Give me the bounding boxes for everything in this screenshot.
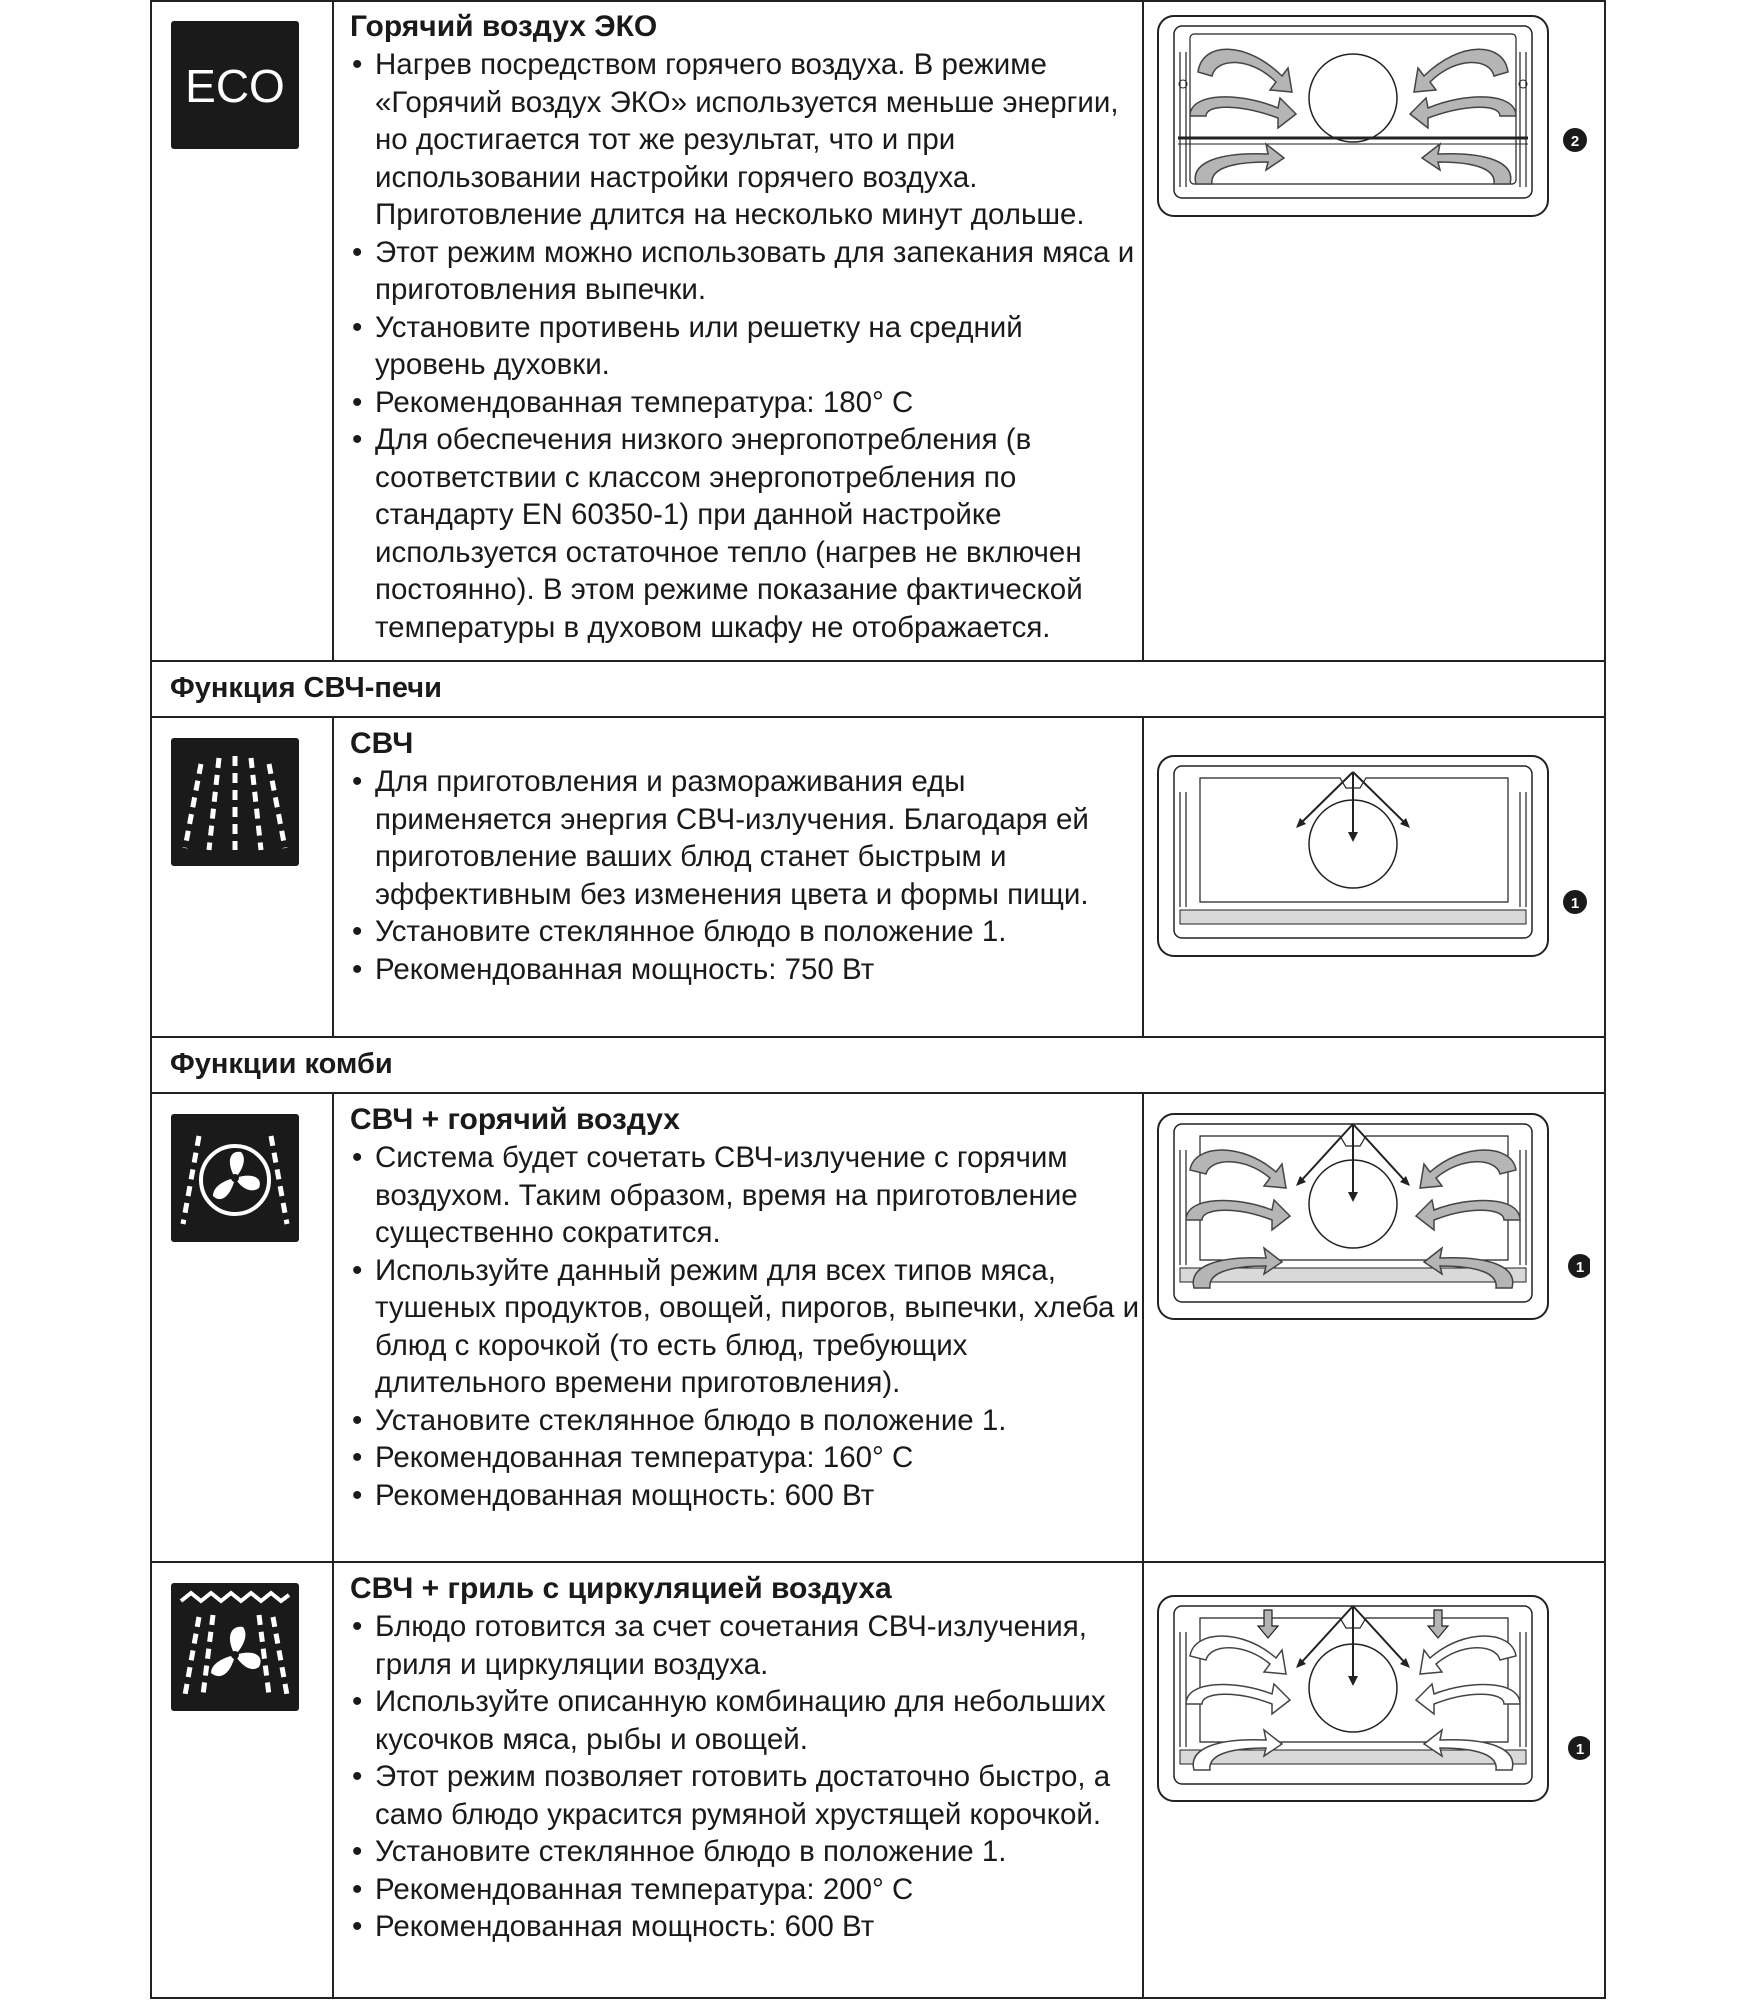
row-divider [150, 716, 1606, 718]
microwave-icon [171, 738, 299, 866]
bullet-item: • Рекомендованная температура: 160° C [350, 1439, 1140, 1477]
svg-text:ECO: ECO [185, 60, 285, 112]
bullet-item: • Рекомендованная мощность: 600 Вт [350, 1908, 1140, 1946]
bullet-item: • Установите стеклянное блюдо в положение 1. [350, 1833, 1140, 1871]
section-heading: Функция СВЧ-печи [170, 672, 442, 704]
microwave-grill-fan-icon [171, 1583, 299, 1711]
mode-description [350, 8, 1140, 646]
bullet-item: • Для приготовления и размораживания еды применяется энергия СВЧ-излучения. Благодаря ей приготовление ваших блюд станет быстрым и эффективным без изменения цвета и формы пищи. [350, 763, 1140, 913]
column-divider [1142, 716, 1144, 1037]
mode-title: СВЧ + гриль с циркуляцией воздуха [350, 1572, 892, 1605]
svg-text:1: 1 [1575, 1259, 1585, 1276]
bullet-item: • Рекомендованная температура: 180° C [350, 384, 1140, 422]
table-border-right [1604, 0, 1606, 1999]
mode-description [350, 1570, 1140, 1946]
eco-icon [171, 21, 299, 149]
bullet-item: • Рекомендованная мощность: 600 Вт [350, 1477, 1140, 1515]
bullet-item: • Рекомендованная мощность: 750 Вт [350, 951, 1140, 989]
bullet-list [350, 1139, 1140, 1514]
row-divider [150, 660, 1606, 662]
table-border-left [150, 0, 152, 1999]
row-divider [150, 1036, 1606, 1038]
svg-text:2: 2 [1570, 133, 1580, 150]
column-divider [332, 0, 334, 661]
functions-table [150, 0, 1606, 2000]
column-divider [1142, 1092, 1144, 1998]
bullet-item: • Этот режим позволяет готовить достаточно быстро, а само блюдо украсится румяной хрустящей корочкой. [350, 1758, 1140, 1833]
table-border-top [150, 0, 1606, 2]
bullet-list [350, 1608, 1140, 1946]
oven-grill-airflow-diagram [1150, 1592, 1590, 1807]
svg-text:1: 1 [1575, 1741, 1585, 1758]
mode-description [350, 1101, 1140, 1514]
bullet-item: • Блюдо готовится за счет сочетания СВЧ-излучения, гриля и циркуляции воздуха. [350, 1608, 1140, 1683]
oven-microwave-diagram [1150, 752, 1590, 962]
svg-text:1: 1 [1570, 895, 1580, 912]
bullet-item: • Нагрев посредством горячего воздуха. В режиме «Горячий воздух ЭКО» используется меньше энергии, но достигается тот же результат, что и при использовании настройки горячего воздуха. Приготовление длится на несколько минут дольше. [350, 46, 1140, 234]
bullet-item: • Используйте данный режим для всех типов мяса, тушеных продуктов, овощей, пирогов, выпечки, хлеба и блюд с корочкой (то есть блюд, требующих длительного времени приготовления). [350, 1252, 1140, 1402]
microwave-hot-air-icon [171, 1114, 299, 1242]
bullet-item: • Установите стеклянное блюдо в положение 1. [350, 1402, 1140, 1440]
bullet-item: • Система будет сочетать СВЧ-излучение с горячим воздухом. Таким образом, время на приготовление существенно сократится. [350, 1139, 1140, 1252]
bullet-item: • Используйте описанную комбинацию для небольших кусочков мяса, рыбы и овощей. [350, 1683, 1140, 1758]
bullet-item: • Установите противень или решетку на средний уровень духовки. [350, 309, 1140, 384]
mode-title: СВЧ + горячий воздух [350, 1103, 680, 1136]
bullet-item: • Этот режим можно использовать для запекания мяса и приготовления выпечки. [350, 234, 1140, 309]
mode-title: Горячий воздух ЭКО [350, 10, 658, 43]
column-divider [332, 1092, 334, 1998]
bullet-list [350, 763, 1140, 988]
mode-description [350, 725, 1140, 988]
bullet-item: • Рекомендованная температура: 200° C [350, 1871, 1140, 1909]
oven-airflow-diagram [1150, 12, 1590, 222]
bullet-list [350, 46, 1140, 646]
row-divider [150, 1092, 1606, 1094]
bullet-item: • Установите стеклянное блюдо в положение 1. [350, 913, 1140, 951]
row-divider [150, 1561, 1606, 1563]
bullet-item: • Для обеспечения низкого энергопотребления (в соответствии с классом энергопотребления по стандарту EN 60350-1) при данной настройке используется остаточное тепло (нагрев не включен постоянно). В этом режиме показание фактической температуры в духовом шкафу не отображается. [350, 421, 1140, 646]
oven-airflow-microwave-diagram [1150, 1110, 1590, 1325]
column-divider [332, 716, 334, 1037]
mode-title: СВЧ [350, 727, 414, 760]
column-divider [1142, 0, 1144, 661]
table-border-bottom [150, 1997, 1606, 1999]
section-heading: Функции комби [170, 1048, 393, 1080]
